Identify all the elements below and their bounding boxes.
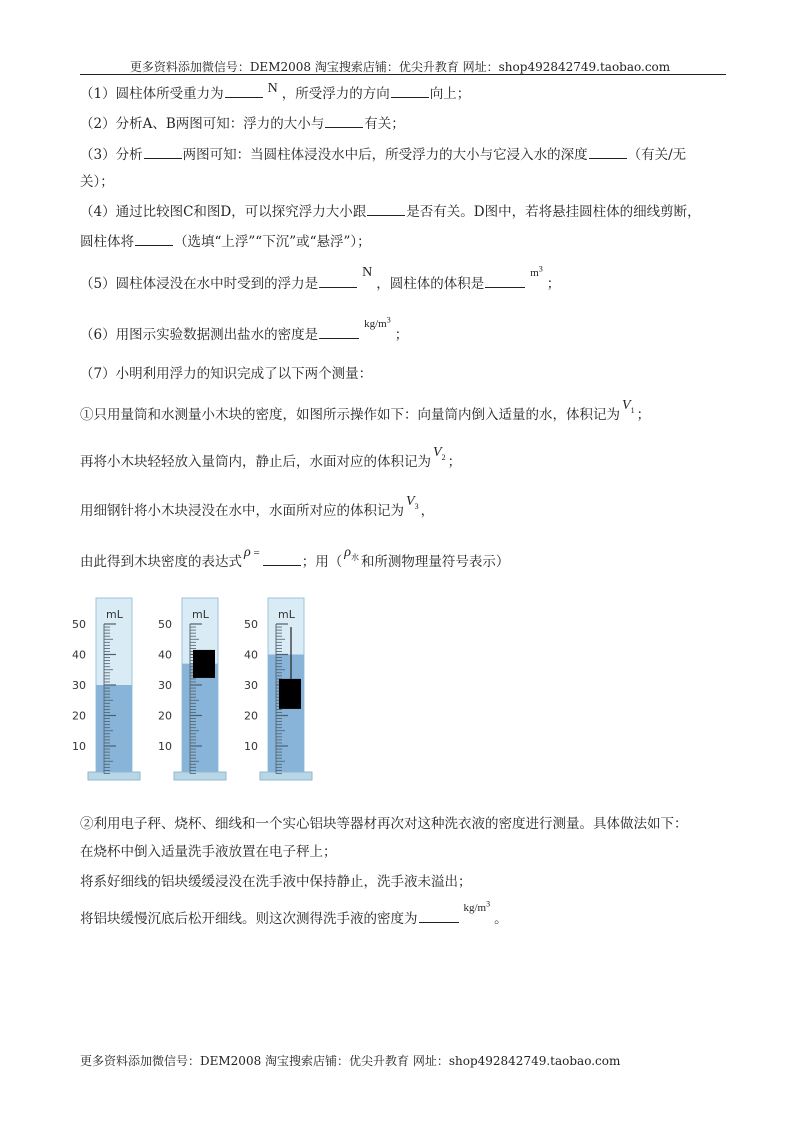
tick-label: 30	[72, 679, 86, 692]
cylinder-2	[158, 598, 226, 780]
question-2: （2）分析A、B两图可知：浮力的大小与 有关；	[80, 112, 405, 132]
water	[96, 685, 132, 772]
tick-label: 10	[244, 740, 258, 753]
cylinder-base	[260, 772, 312, 780]
q7-part2-line1: ②利用电子秤、烧杯、细线和一个实心铝块等器材再次对这种洗衣液的密度进行测量。具体做法如下：	[80, 816, 688, 832]
blank-4-2[interactable]	[135, 231, 173, 246]
blank-2[interactable]	[325, 113, 363, 128]
question-4: （4）通过比较图C和图D，可以探究浮力大小跟 是否有关。D图中，若将悬挂圆柱体的细线剪断，	[80, 200, 701, 220]
blank-7-1[interactable]	[263, 551, 301, 566]
blank-3-2[interactable]	[589, 144, 627, 159]
cylinder-base	[88, 772, 140, 780]
blank-6[interactable]	[319, 324, 359, 339]
tick-label: 30	[158, 679, 172, 692]
tick-label: 20	[72, 709, 86, 723]
blank-5-2[interactable]	[485, 273, 525, 288]
cylinder-1	[72, 598, 140, 780]
blank-3-1[interactable]	[144, 144, 182, 159]
blank-7-2[interactable]	[419, 908, 459, 923]
cylinder-3	[244, 598, 312, 780]
tick-label: 50	[72, 618, 86, 631]
q7-part1-line2: 再将小木块轻轻放入量筒内，静止后，水面对应的体积记为$V_2$ ；	[80, 445, 462, 470]
q7-part1-line1: ①只用量筒和水测量小木块的密度，如图所示操作如下：向量筒内倒入适量的水，体积记为$V_1$ ；	[80, 398, 651, 423]
question-6: （6）用图示实验数据测出盐水的密度是$^{kg/m^3}$；	[80, 315, 409, 343]
question-3: （3）分析 两图可知：当圆柱体浸没水中后，所受浮力的大小与它浸入水的深度 （有关/无	[80, 143, 686, 163]
blank-5-1[interactable]	[319, 273, 357, 288]
cylinder-base	[174, 772, 226, 780]
question-7-title: （7）小明利用浮力的知识完成了以下两个测量：	[80, 366, 373, 382]
page-header: 更多资料添加微信号：DEM2008 淘宝搜索店铺：优尖升教育 网址：shop492842749.taobao.com	[129, 60, 671, 74]
tick-label: 20	[244, 709, 258, 723]
question-4-cont: 圆柱体将 （选填“上浮”“下沉”或“悬浮”）；	[80, 230, 371, 250]
q7-part2-line3: 将系好细线的铝块缓缓浸没在洗手液中保持静止，洗手液未溢出；	[80, 874, 472, 890]
water	[182, 664, 218, 772]
unit-label: mL	[192, 608, 209, 621]
tick-label: 10	[158, 740, 172, 753]
tick-label: 30	[244, 679, 258, 692]
blank-1-1[interactable]	[225, 83, 263, 98]
tick-label: 40	[72, 648, 86, 662]
measuring-cylinders-figure	[72, 590, 338, 790]
tick-label: 40	[158, 648, 172, 662]
page-footer: 更多资料添加微信号：DEM2008 淘宝搜索店铺：优尖升教育 网址：shop492842749.taobao.com	[80, 1054, 621, 1068]
tick-label: 40	[244, 648, 258, 662]
question-5: （5）圆柱体浸没在水中时受到的浮力是N，圆柱体的体积是$^{m^3}$；	[80, 264, 561, 292]
wood-block	[193, 650, 215, 678]
unit-label: mL	[106, 608, 123, 621]
q7-part1-line3: 用细钢针将小木块浸没在水中，水面所对应的体积记为$V_3$ ，	[80, 494, 435, 519]
question-1: （1）圆柱体所受重力为 N ，所受浮力的方向 向上；	[80, 81, 471, 102]
tick-label: 10	[72, 740, 86, 753]
header-rule	[80, 74, 726, 75]
tick-label: 50	[244, 618, 258, 631]
q7-part1-line4: 由此得到木块密度的表达式ρ =；用（$\rho_水$ 和所测物理量符号表示）	[80, 545, 510, 570]
water	[268, 655, 304, 773]
tick-label: 50	[158, 618, 172, 631]
q7-part2-line4: 将铝块缓慢沉底后松开细线。则这次测得洗手液的密度为$^{kg/m^3}$。	[80, 899, 508, 927]
tick-label: 20	[158, 709, 172, 723]
wood-block	[279, 679, 301, 709]
q7-part2-line2: 在烧杯中倒入适量洗手液放置在电子秤上；	[80, 844, 337, 860]
unit-label: mL	[278, 608, 295, 621]
question-3-cont: 关）；	[80, 174, 114, 190]
blank-4-1[interactable]	[367, 201, 405, 216]
blank-1-2[interactable]	[391, 83, 429, 98]
